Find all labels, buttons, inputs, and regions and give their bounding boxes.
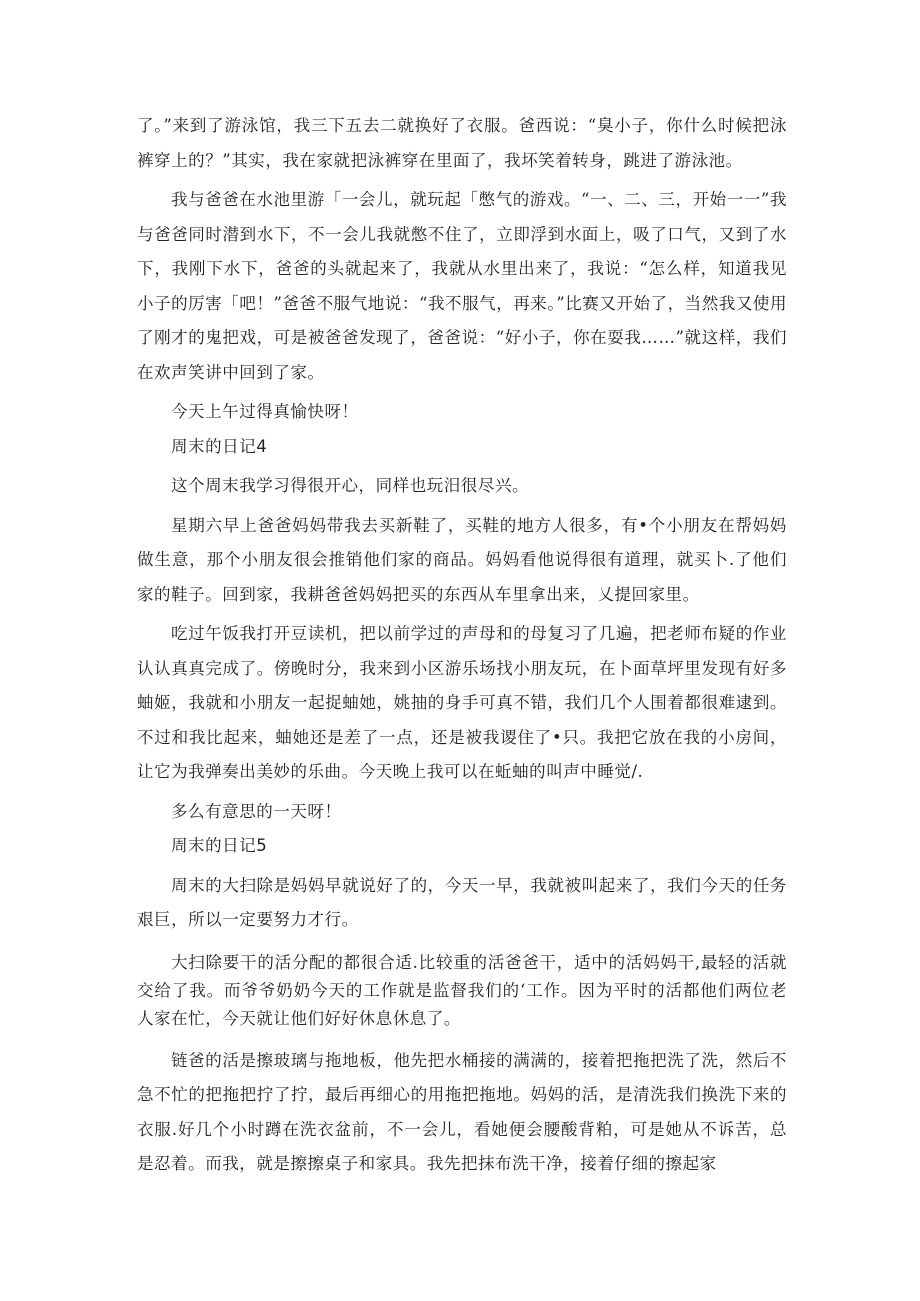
section-heading: 周末的日记5: [171, 836, 268, 855]
section-heading: 周末的日记4: [171, 436, 268, 456]
paragraph: 了。”来到了游泳馆，我三下五去二就换好了衣服。爸西说：“臭小子，你什么时候把泳裤穿上的？”其实，我在家就把泳裤穿在里面了，我坏笑着转身，跳进了游泳池。: [137, 116, 787, 170]
paragraph: 链爸的活是擦玻璃与拖地板，他先把水桶接的满满的，接着把拖把洗了洗，然后不急不忙的把拖把拧了拧，最后再细心的用拖把拖地。妈妈的活，是清洗我们换洗下来的衣服.好几个小时蹲在洗衣盆前，不一会儿，看她便会腰酸背粕，可是她从不诉苦，总是忍着。而我，就是擦擦桌子和家具。我先把抹布洗干净，接着仔细的擦起家: [137, 1050, 787, 1173]
paragraph: 我与爸爸在水池里游「一会儿，就玩起「憋气的游戏。“一、二、三，开始一一”我与爸爸同时潜到水下，不一会儿我就憋不住了，立即浮到水面上，吸了口气，又到了水下，我刚下水下，爸爸的头就起来了，我就从水里出来了，我说：“怎么样，知道我见小子的厉害「吧！”爸爸不服气地说：“我不服气，再来。”比赛又开始了，当然我又使用了刚才的鬼把戏，可是被爸爸发现了，爸爸说：“好小子，你在耍我……”就这样，我们在欢声笑讲中回到了家。: [137, 190, 787, 382]
paragraph: 今天上午过得真愉快呀！: [171, 402, 359, 421]
paragraph: 多么有意思的一天呀！: [171, 801, 342, 821]
paragraph: 大扫除要干的活分配的都很合适.比较重的活爸爸干，适中的活妈妈干,最轻的活就交给了我。而爷爷奶奶今天的工作就是监督我们的‘工作。因为平时的活都他们两位老人家在忙，今天就让他们好好休息休息了。: [137, 952, 787, 1028]
document-body: [137, 109, 787, 1182]
paragraph: 星期六早上爸爸妈妈带我去买新鞋了，买鞋的地方人很多，有•个小朋友在帮妈妈做生意，那个小朋友很会推销他们家的商品。妈妈看他说得很有道理，就买卜.了他们家的鞋子。回到家，我耕爸爸妈妈把买的东西从车里拿出来，乂提回家里。: [137, 515, 787, 604]
paragraph: 周末的大扫除是妈妈早就说好了的，今天一早，我就被叫起来了，我们今天的任务艰巨，所以一定要努力才行。: [137, 875, 787, 929]
paragraph: 吃过午饭我打开豆读机，把以前学过的声母和的母复习了几遍，把老师布疑的作业认认真真完成了。傍晚时分，我来到小区游乐场找小朋友玩，在卜面草坪里发现有好多蚰姬，我就和小朋友一起捉蚰她，姚抽的身手可真不错，我们几个人围着都很难逮到。不过和我比起来，蚰她还是差了一点，还是被我谡住了•只。我把它放在我的小房间，让它为我弹奏出美妙的乐曲。今天晚上我可以在蚯蚰的叫声中睡觉/.: [137, 624, 787, 781]
paragraph: 这个周末我学习得很开心，同样也玩汨很尽兴。: [171, 476, 530, 495]
